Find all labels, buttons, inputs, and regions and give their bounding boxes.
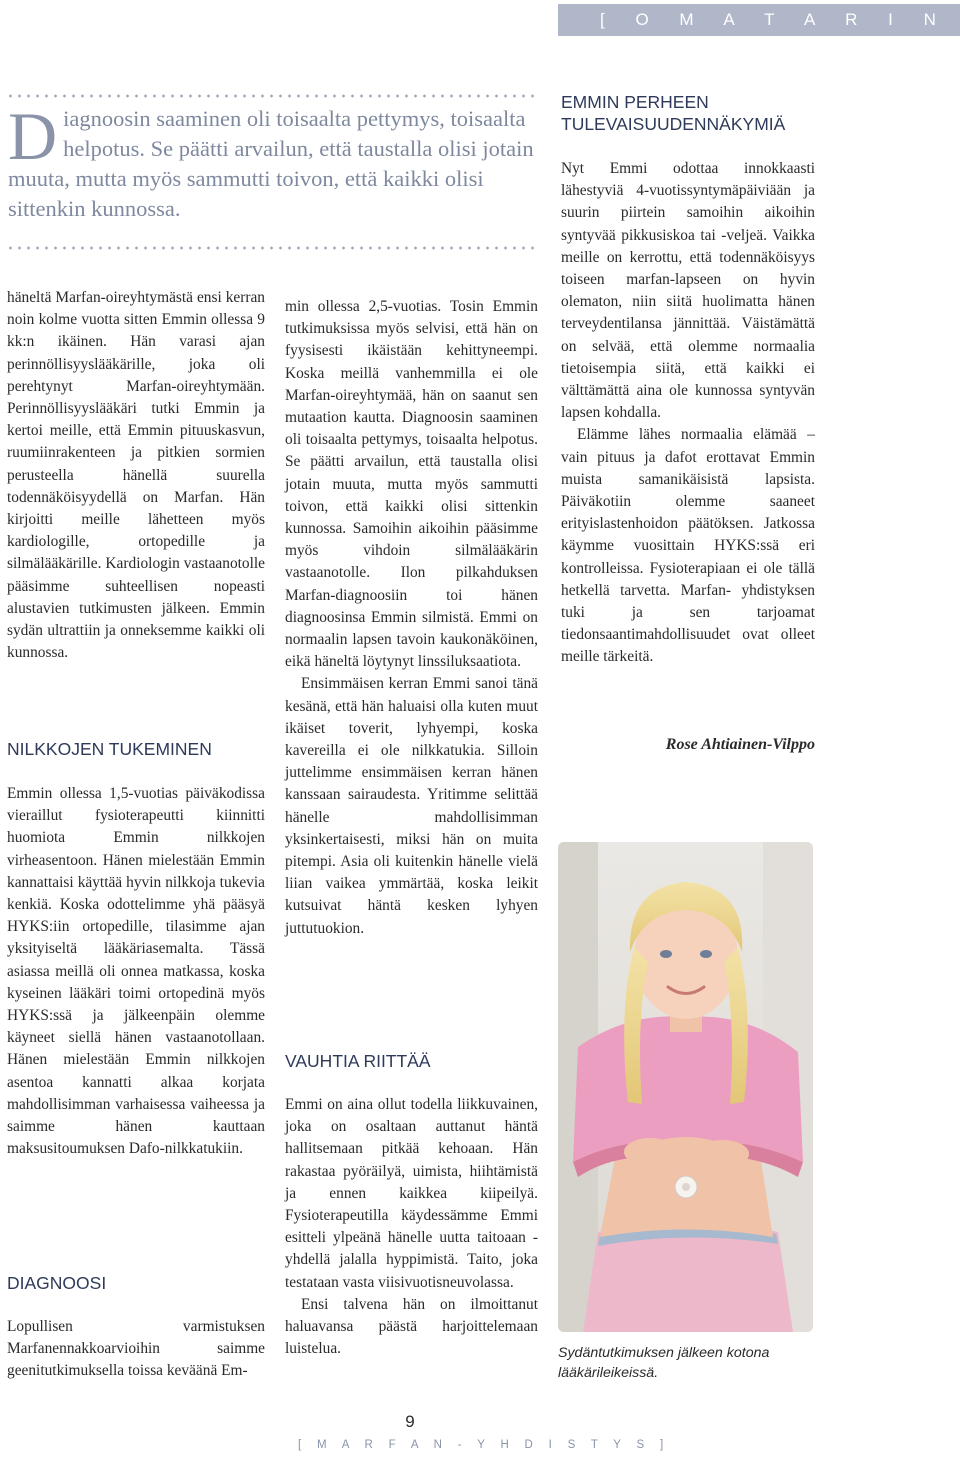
heading-diagnoosi: DIAGNOOSI xyxy=(7,1273,107,1293)
section-header-tab xyxy=(558,4,960,61)
photo-caption: Sydäntutkimuksen jälkeen kotona lääkärileikeissä. xyxy=(558,1345,770,1381)
top-dotted-rule xyxy=(6,94,538,98)
heading-vauhtia-riittaa: VAUHTIA RIITTÄÄ xyxy=(285,1051,431,1071)
column-2-vauhtia xyxy=(285,1094,538,1360)
paragraph: Emmin ollessa 1,5-vuotias päiväkodissa vieraillut fysioterapeutti kiinnitti huomiota Emmin nilkkojen virheasentoon. Hänen mielestään Emmin kannattaisi käyttää hyvin nilkkoja tukevia kenkiä. Koska odottelimme yhä pääsyä HYKS:iin ortopedille, tilasimme ajan yksityiseltä lääkäriasemalta. Tässä asiassa meillä oli onnea matkassa, koska kyseinen lääkäri toimi ortopedinä myös HYKS:ssä ja jälkeenpäin olemme käyneet siellä hänen vastaanotollaan. Hänen mielestään Emmin nilkkojen asentoa kannatti alkaa korjata mahdollisimman varhaisessa vaiheessa ja saimme hänen kauttaan maksusitoumuksen Dafo-nilkkatukiin. xyxy=(7,785,265,1158)
paragraph: häneltä Marfan-oireyhtymästä ensi kerran noin kolme vuotta sitten Emmin ollessa 9 kk:n ikäinen. Hän varasi ajan perinnöllisyyslääkärille, joka oli perehtynyt Marfan-oireyhtymään. Perinnöllisyyslääkäri tutki Emmin ja kertoi meille, että Emmin pituuskasvun, ruumiinrakenteen ja pitkien sormien perusteella hänellä suurella todennäköisyydellä on Marfan. Hän kirjoitti meille lähetteen myös kardiologille, ortopedille ja silmälääkärille. Kardiologin vastaanotolle pääsimme suhteellisen nopeasti alustavien tutkimusten jälkeen. Emmin sydän ultrattiin ja onneksemme kaikki oli kunnossa. xyxy=(7,289,265,662)
pull-quote-text: iagnoosin saaminen oli toisaalta pettymys, toisaalta helpotus. Se päätti arvailun, että taustalla olisi jotain muuta, mutta myös sammutti toivon, että kaikki olisi sittenkin kunnossa. xyxy=(8,106,534,221)
paragraph: min ollessa 2,5-vuotias. Tosin Emmin tutkimuksissa myös selvisi, että hän on fyysisesti ikäistään kehittyneempi. Koska meillä vanhemmilla ei ole Marfan-oireyhtymää, hän on saanut sen mutaation kautta. Diagnoosin saaminen oli toisaalta pettymys, toisaalta helpotus. Se päätti arvailun, että taustalla olisi jotain muuta, mutta myös sammutti toivon, että kaikki olisi sittenkin kunnossa. Samoihin aikoihin pääsimme myös vihdoin silmälääkärin vastaanotolle. Ilon pilkahduksen Marfan-diagnoosiin toi hänen diagnoosinsa Emmin silmistä. Emmi on normaalin lapsen tavoin kaukonäköinen, eikä häneltä löytynyt linssiluksaatiota. xyxy=(285,298,538,671)
paragraph: Nyt Emmi odottaa innokkaasti lähestyviä 4-vuotissyntymäpäiviään ja suurin piirtein samoihin aikoihin syntyvää pikkusiskoa tai -veljeä. Vaikka meille on kerrottu, että todennäköisyys toiseen marfan-lapseen on hyvin olematon, niin siitä huolimatta hänen terveydentilansa jännittää. Väistämättä on selvää, että olemme normaalia tietoisempia siitä, että kaikki ei välttämättä aina ole kunnossa syntyvän lapsen kohdalla. xyxy=(561,160,815,422)
paragraph: Ensimmäisen kerran Emmi sanoi tänä kesänä, että hän haluaisi olla kuten muut ikäiset toverit, lyhyempi, koska kavereilla ei ole nilkkatukia. Silloin juttelimme ensimmäisen kerran hänen kanssaan sairaudesta. Yritimme selittää hänelle mahdollisimman yksinkertaisesti, miksi hän on muita pitempi. Asia oli kuitenkin hänelle vielä liian vaikea ymmärtää, koska leikit kutsuivat häntä kesken lyhyen juttutuokion. xyxy=(285,675,538,937)
pull-quote xyxy=(8,98,543,224)
column-1-intro xyxy=(7,287,265,664)
paragraph: Emmi on aina ollut todella liikkuvainen, joka on osaltaan auttanut häntä hallitsemaan pitkää kehoaan. Hän rakastaa pyöräilyä, uimista, hiihtämistä ja ennen kaikkea kiipeilyä. Fysioterapeutilla käydessämme Emmi esitteli ylpeänä hänelle uutta taitoaan - yhdellä jalalla hyppimistä. Taito, joka testataan vasta viisivuotisneuvolassa. xyxy=(285,1096,538,1291)
heading-emmin-perheen-tulevaisuudennakymia xyxy=(561,91,785,135)
section-label: [ O M A T A R I N A ] xyxy=(600,10,949,61)
column-3-text xyxy=(561,158,815,669)
bottom-dotted-rule xyxy=(6,246,538,250)
column-2-continued xyxy=(285,296,538,940)
child-photo xyxy=(558,842,813,1332)
paragraph: Ensi talvena hän on ilmoittanut haluavansa päästä harjoittelemaan luistelua. xyxy=(285,1295,538,1358)
heading-nilkkojen-tukeminen: NILKKOJEN TUKEMINEN xyxy=(7,739,212,759)
heading-line: EMMIN PERHEEN xyxy=(561,92,709,112)
page-number: 9 xyxy=(405,1412,415,1431)
paragraph: Elämme lähes normaalia elämää – vain pituus ja dafot erottavat Emmin muista samanikäisistä lapsista. Päiväkotiin olemme saaneet erityislastenhoidon päätöksen. Jatkossa käymme vuosittain HYKS:ssä eri kontrolleissa. Fysioterapiaan ei ole tällä hetkellä tarvetta. Marfan- yhdistyksen tuki ja sen tarjoamat tiedonsaantimahdollisuudet ovat olleet meille tärkeitä. xyxy=(561,426,815,666)
author-byline: Rose Ahtiainen-Vilppo xyxy=(665,736,815,753)
column-1-nilkkojen xyxy=(7,783,265,1160)
paragraph: Lopullisen varmistuksen Marfanennakkoarvioihin saimme geenitutkimuksella toissa keväänä Em- xyxy=(7,1318,265,1380)
footer-organization: [ M A R F A N - Y H D I S T Y S ] xyxy=(298,1439,670,1451)
column-1-diagnoosi xyxy=(7,1316,265,1383)
heading-line: TULEVAISUUDENNÄKYMIÄ xyxy=(561,114,786,134)
drop-cap: D xyxy=(8,98,58,174)
